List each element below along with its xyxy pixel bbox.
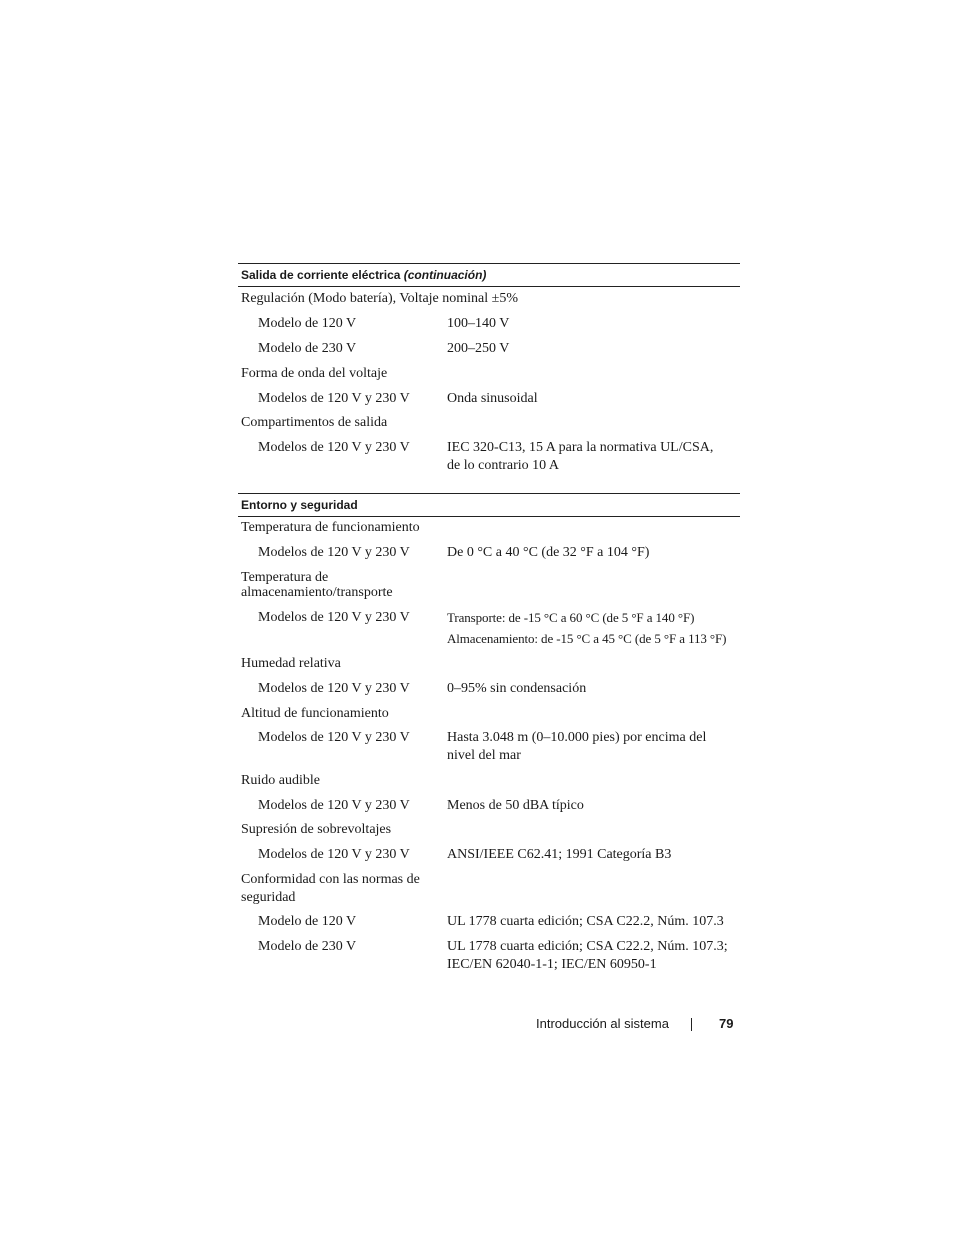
spec-value: Hasta 3.048 m (0–10.000 pies) por encima del [447,730,707,745]
section-title: Salida de corriente eléctrica [241,268,401,282]
footer-chapter-title: Introducción al sistema [536,1016,669,1031]
spec-value: Onda sinusoidal [447,391,538,406]
spec-sublabel: Modelos de 120 V y 230 V [258,545,410,560]
spec-value: 100–140 V [447,316,510,331]
spec-value: de lo contrario 10 A [447,458,559,473]
spec-label: seguridad [241,890,296,905]
spec-value: Menos de 50 dBA típico [447,798,584,813]
spec-value: 0–95% sin condensación [447,681,587,696]
spec-value: Almacenamiento: de -15 °C a 45 °C (de 5 °F a 113 °F) [447,631,727,646]
spec-value: UL 1778 cuarta edición; CSA C22.2, Núm. 107.3; [447,939,728,954]
spec-value: 200–250 V [447,341,510,356]
spec-label: Forma de onda del voltaje [241,366,388,381]
spec-value: UL 1778 cuarta edición; CSA C22.2, Núm. 107.3 [447,914,724,929]
spec-value: De 0 °C a 40 °C (de 32 °F a 104 °F) [447,545,650,560]
spec-sublabel: Modelo de 120 V [258,316,357,331]
spec-label: Supresión de sobrevoltajes [241,822,392,837]
spec-sublabel: Modelos de 120 V y 230 V [258,798,410,813]
spec-sublabel: Modelos de 120 V y 230 V [258,440,410,455]
spec-sublabel: Modelos de 120 V y 230 V [258,847,410,862]
spec-sublabel: Modelo de 230 V [258,341,357,356]
spec-label: Temperatura de [241,570,329,585]
spec-value: IEC 320-C13, 15 A para la normativa UL/CSA, [447,440,714,455]
spec-value: IEC/EN 62040-1-1; IEC/EN 60950-1 [447,957,657,972]
spec-sublabel: Modelos de 120 V y 230 V [258,681,410,696]
spec-label: Altitud de funcionamiento [241,706,389,721]
spec-sublabel: Modelos de 120 V y 230 V [258,610,410,625]
spec-sublabel: Modelo de 120 V [258,914,357,929]
section-header-power-output [238,263,740,287]
spec-sublabel: Modelos de 120 V y 230 V [258,391,410,406]
page-number: 79 [719,1016,734,1031]
spec-label: Temperatura de funcionamiento [241,520,420,535]
spec-value: ANSI/IEEE C62.41; 1991 Categoría B3 [447,847,672,862]
spec-label: Compartimentos de salida [241,415,388,430]
spec-sublabel: Modelo de 230 V [258,939,357,954]
spec-label: Regulación (Modo batería), Voltaje nominal ±5% [241,291,518,306]
spec-label: Ruido audible [241,773,320,788]
section-header-environment [238,493,740,517]
spec-value: Transporte: de -15 °C a 60 °C (de 5 °F a 140 °F) [447,610,695,625]
spec-sublabel: Modelos de 120 V y 230 V [258,730,410,745]
section-title: Entorno y seguridad [241,498,358,512]
spec-value: nivel del mar [447,748,521,763]
spec-label: Humedad relativa [241,656,341,671]
section-title-suffix: (continuación) [403,268,487,282]
spec-label: almacenamiento/transporte [241,585,393,600]
footer-separator [691,1018,692,1031]
spec-label: Conformidad con las normas de [241,872,420,887]
